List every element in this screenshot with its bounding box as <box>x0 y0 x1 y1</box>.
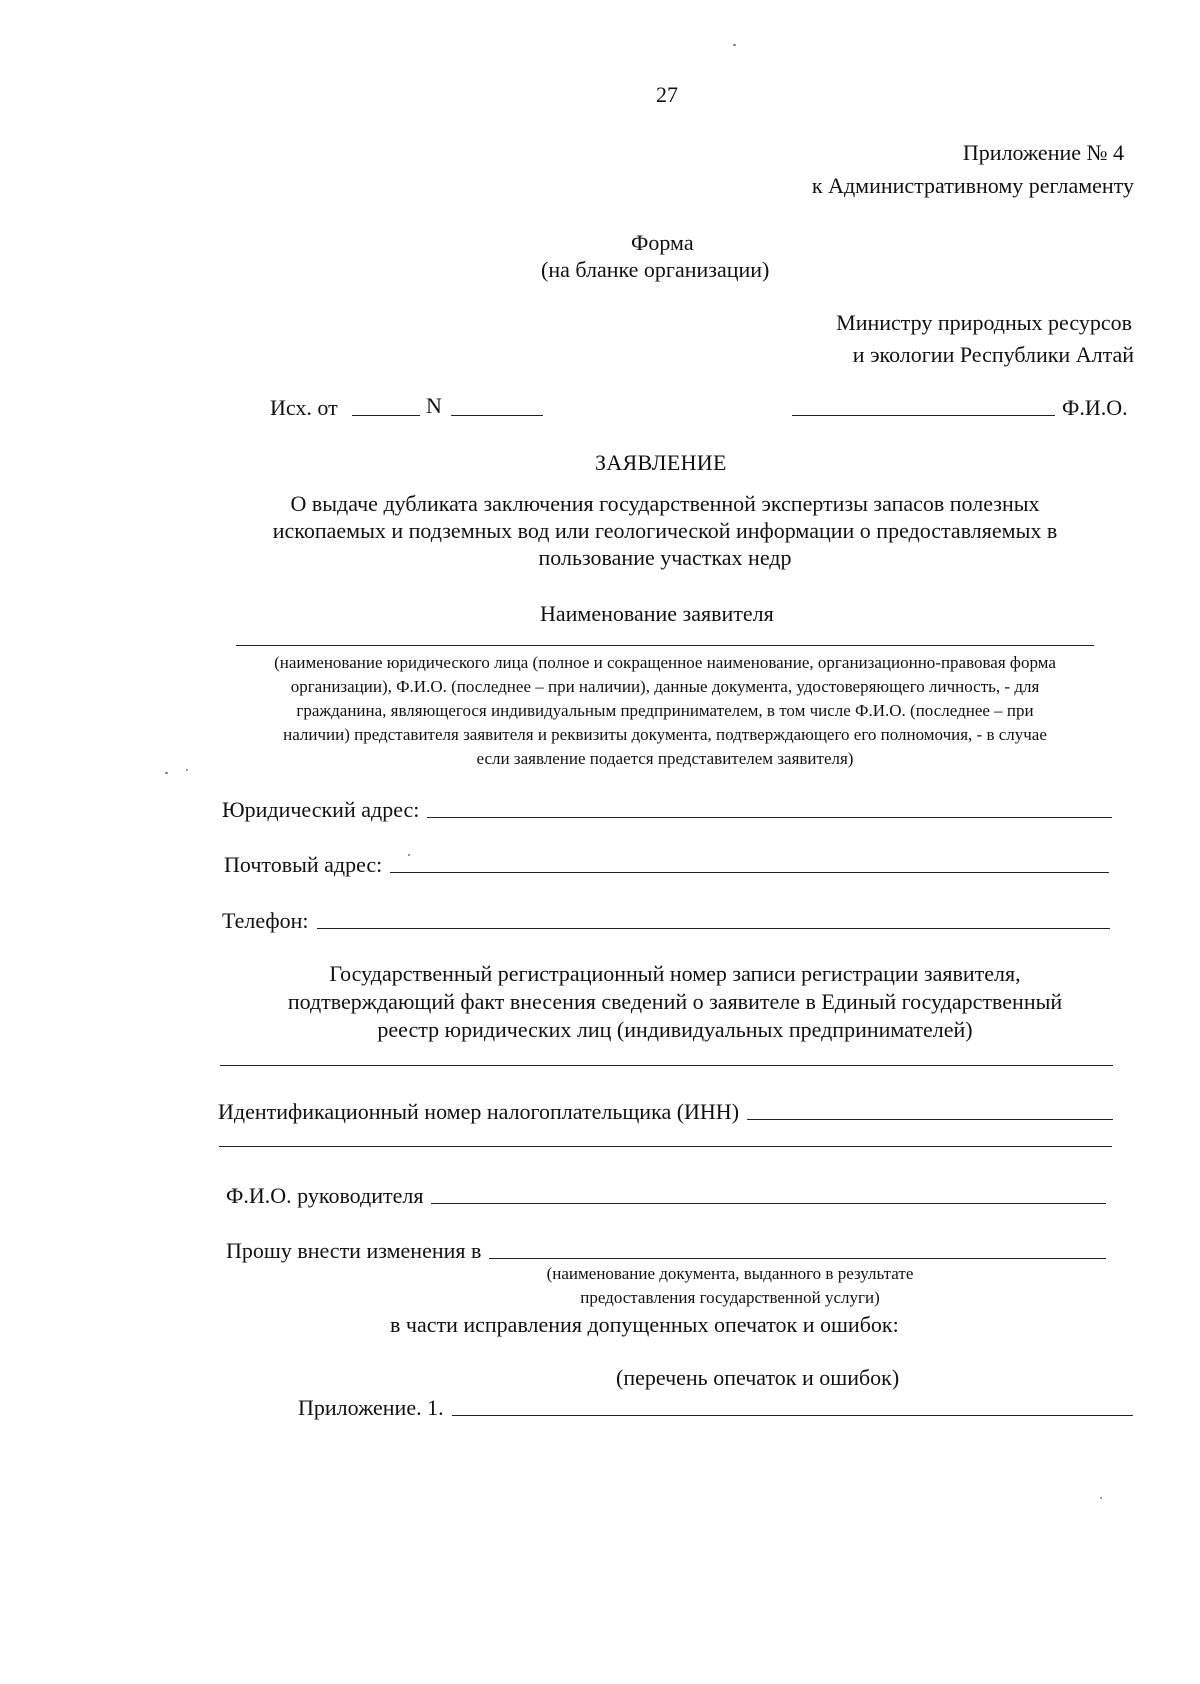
attachment-label: Приложение. 1. <box>298 1395 444 1420</box>
addressee-line-1: Министру природных ресурсов <box>836 310 1132 335</box>
inn-extra-field[interactable] <box>219 1146 1112 1147</box>
phone-field[interactable] <box>317 928 1110 929</box>
applicant-note <box>190 651 1140 771</box>
form-subtitle: (на бланке организации) <box>541 257 770 282</box>
head-fio-field[interactable] <box>431 1203 1106 1204</box>
request-label: Прошу внести изменения в <box>226 1238 482 1263</box>
outgoing-number-label: N <box>426 393 442 418</box>
request-document-field[interactable] <box>489 1258 1106 1259</box>
applicant-title: Наименование заявителя <box>540 601 774 626</box>
statement-line-2: ископаемых и подземных вод или геологической информации о предоставляемых в <box>272 518 1058 543</box>
applicant-note-line-3: гражданина, являющегося индивидуальным предпринимателем, в том числе Ф.И.О. (последнее – при <box>296 701 1034 720</box>
registration-line-1: Государственный регистрационный номер записи регистрации заявителя, <box>329 961 1021 986</box>
request-note-line-2: предоставления государственной услуги) <box>580 1288 880 1307</box>
postal-address-field[interactable] <box>390 872 1109 873</box>
appendix-title: Приложение № 4 <box>962 140 1124 165</box>
registration-description <box>210 960 1140 1044</box>
head-fio-label: Ф.И.О. руководителя <box>226 1183 424 1208</box>
applicant-note-line-2: организации), Ф.И.О. (последнее – при наличии), данные документа, удостоверяющего личность, - для <box>290 677 1040 696</box>
scan-speck <box>186 769 188 771</box>
attachment-row <box>298 1395 1133 1421</box>
addressee-line-2: и экологии Республики Алтай <box>852 342 1134 367</box>
applicant-note-line-1: (наименование юридического лица (полное и сокращенное наименование, организационно-правовая форма <box>274 653 1056 672</box>
request-row <box>226 1238 1106 1264</box>
inn-field[interactable] <box>747 1119 1113 1120</box>
form-title: Форма <box>631 230 694 255</box>
legal-address-field[interactable] <box>427 817 1112 818</box>
phone-label: Телефон: <box>222 908 309 933</box>
legal-address-row <box>222 797 1112 823</box>
minister-fio-field[interactable] <box>792 415 1055 416</box>
scan-speck <box>1100 1497 1102 1499</box>
postal-address-row <box>224 852 1109 878</box>
registration-number-field[interactable] <box>220 1065 1113 1066</box>
applicant-name-field[interactable] <box>236 645 1094 646</box>
outgoing-prefix: Исх. от <box>270 395 338 420</box>
appendix-subtitle: к Административному регламенту <box>811 173 1134 198</box>
request-correction-line: в части исправления допущенных опечаток и ошибок: <box>390 1312 899 1337</box>
errors-note: (перечень опечаток и ошибок) <box>616 1365 900 1390</box>
outgoing-number-field[interactable] <box>451 415 543 416</box>
scan-speck <box>733 44 736 46</box>
legal-address-label: Юридический адрес: <box>222 797 420 822</box>
attachment-field[interactable] <box>452 1415 1133 1416</box>
request-note <box>510 1262 950 1310</box>
statement-description <box>200 490 1130 571</box>
applicant-note-line-4: наличии) представителя заявителя и реквизиты документа, подтверждающего его полномочия, - в случае <box>283 725 1047 744</box>
scan-speck <box>165 772 168 774</box>
phone-row <box>222 908 1110 934</box>
statement-title: ЗАЯВЛЕНИЕ <box>595 450 727 475</box>
head-fio-row <box>226 1183 1106 1209</box>
statement-line-3: пользование участках недр <box>538 545 792 570</box>
request-note-line-1: (наименование документа, выданного в результате <box>546 1264 914 1283</box>
postal-address-label: Почтовый адрес: <box>224 852 383 877</box>
applicant-note-line-5: если заявление подается представителем заявителя) <box>476 749 854 768</box>
registration-line-2: подтверждающий факт внесения сведений о заявителе в Единый государственный <box>287 989 1063 1014</box>
outgoing-date-field[interactable] <box>352 415 420 416</box>
registration-line-3: реестр юридических лиц (индивидуальных предпринимателей) <box>377 1017 973 1042</box>
page-number: 27 <box>656 82 678 107</box>
statement-line-1: О выдаче дубликата заключения государственной экспертизы запасов полезных <box>290 491 1040 516</box>
inn-label: Идентификационный номер налогоплательщика (ИНН) <box>218 1099 740 1124</box>
inn-row <box>218 1099 1113 1125</box>
minister-fio-label: Ф.И.О. <box>1062 395 1128 420</box>
